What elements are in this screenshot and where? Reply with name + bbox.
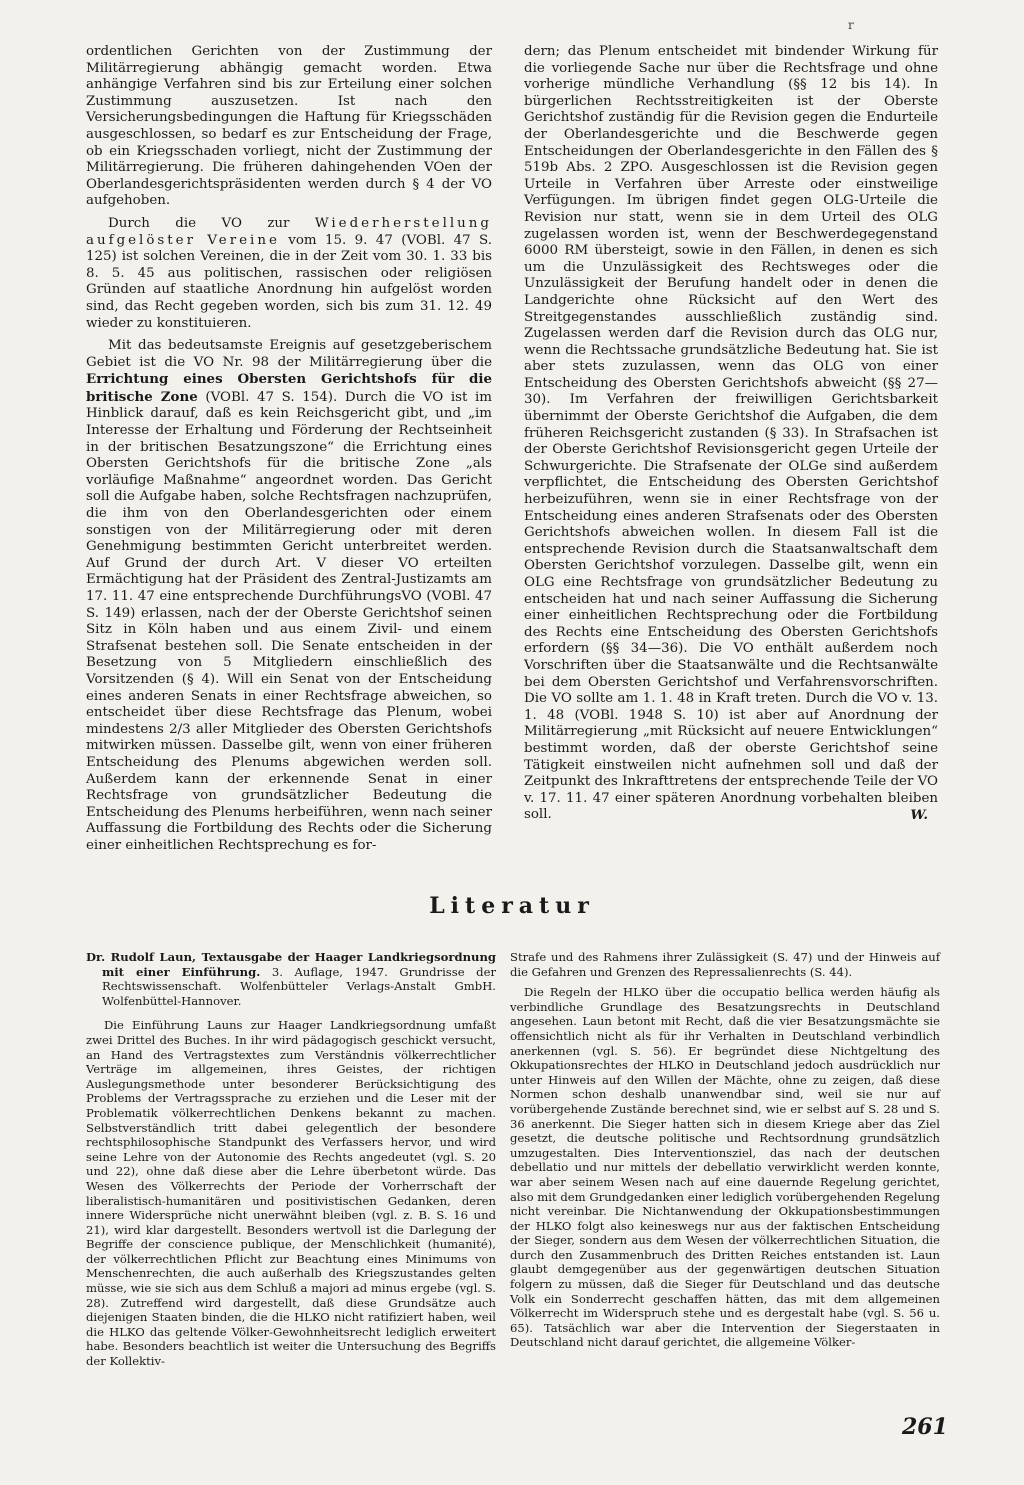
paragraph: Mit das bedeutsamste Ereignis auf gesetzgeberischem Gebiet ist die VO Nr. 98 der Militärregierung über die Errichtung eines Obersten Gerichtshofs für die britische Zone (VOBl. 47 S. 154). Durch die VO ist im Hinblick darauf, daß es kein Reichsgericht gibt, und „im Interesse der Erhaltung und Förderung der Rechtseinheit in der britischen Besatzungszone“ die Errichtung eines Obersten Gerichtshofs für die britische Zone „als vorläufige Maßnahme“ angeordnet worden. Das Gericht soll die Aufgabe haben, solche Rechtsfragen nachzuprüfen, die ihm von den Oberlandesgerichten oder einem sonstigen von der Militärregierung oder mit deren Genehmigung bestimmten Gericht unterbreitet werden. Auf Grund der durch Art. V dieser VO erteilten Ermächtigung hat der Präsident des Zentral-Justizamts am 17. 11. 47 eine entsprechende DurchführungsVO (VOBl. 47 S. 149) erlassen, nach der der Oberste Gerichtshof seinen Sitz in Köln haben und aus einem Zivil- und einem Strafsenat bestehen soll. Die Senate entscheiden in der Besetzung von 5 Mitgliedern einschließlich des Vorsitzenden (§ 4). Will ein Senat von der Entscheidung eines anderen Senats in einer Rechtsfrage abweichen, so entscheidet über diese Rechtsfrage das Plenum, wobei mindestens 2/3 aller Mitglieder des Obersten Gerichtshofs mitwirken müssen. Dasselbe gilt, wenn von einer früheren Entscheidung des Plenums abgewichen werden soll. Außerdem kann der erkennende Senat in einer Rechtsfrage von grundsätzlicher Bedeutung die Entscheidung des Plenums herbeiführen, wenn nach seiner Auffassung die Fortbildung des Rechts oder die Sicherung einer einheitlichen Rechtsprechung es for- (86, 338, 492, 853)
page-number: 261 (902, 1414, 948, 1440)
upper-left-column (86, 44, 492, 861)
paragraph: Die Regeln der HLKO über die occupatio bellica werden häufig als verbindliche Grundlage des Besatzungsrechts in Deutschland angesehen. Laun betont mit Recht, daß die vier Besatzungsmächte sie offensichtlich nicht als für ihr Verhalten in Deutschland verbindlich anerkennen (vgl. S. 56). Er begründet diese Nichtgeltung des Okkupationsrechtes der HLKO in Deutschland jedoch ausdrücklich nur unter Hinweis auf den Willen der Mächte, ohne zu zeigen, daß diese Normen schon deshalb unanwendbar sind, weil sie nur auf vorübergehende Zustände berechnet sind, wie er selbst auf S. 28 und S. 36 anerkennt. Die Sieger hatten sich in diesem Kriege aber das Ziel gesetzt, die deutsche politische und Rechtsordnung grundsätzlich umzugestalten. Dies Interventionsziel, das nach der deutschen debellatio und nur mittels der debellatio verwirklicht werden konnte, war aber seinem Wesen nach auf eine dauernde Regelung gerichtet, also mit dem Grundgedanken einer lediglich vorübergehenden Regelung nicht vereinbar. Die Nichtanwendung der Okkupationsbestimmungen der HLKO folgt also keineswegs nur aus der faktischen Entscheidung der Sieger, sondern aus dem Wesen der völkerrechtlichen Situation, die durch den Zusammenbruch des Dritten Reiches entstanden ist. Laun glaubt demgegenüber aus der gegenwärtigen deutschen Situation folgern zu müssen, daß die Sieger für Deutschland und das deutsche Volk ein Sonderrecht geschaffen hätten, das mit dem allgemeinen Völkerrecht im Widerspruch stehe und es dergestalt habe (vgl. S. 56 u. 65). Tatsächlich war aber die Intervention der Siegerstaaten in Deutschland nicht darauf gerichtet, die allgemeine Völker- (510, 985, 940, 1350)
book-citation (86, 950, 496, 1008)
paragraph: Die Einführung Launs zur Haager Landkriegsordnung umfaßt zwei Drittel des Buches. In ihr wird pädagogisch geschickt versucht, an Hand des Vertragstextes zum Verständnis völkerrechtlicher Verträge im allgemeinen, ihres Geistes, der richtigen Auslegungsmethode unter besonderer Berücksichtigung des Problems der Vertragssprache zu erziehen und die Leser mit der Problematik völkerrechtlichen Denkens bekannt zu machen. Selbstverständlich tritt dabei gelegentlich der besondere rechtsphilosophische Standpunkt des Verfassers hervor, und wird seine Lehre von der Autonomie des Rechts angedeutet (vgl. S. 20 und 22), ohne daß diese aber die Lehre überbetont würde. Das Wesen des Völkerrechts der Periode der Vorherrschaft der liberalistisch-humanitären und positivistischen Gedanken, deren innere Widersprüche nicht unerwähnt bleiben (vgl. z. B. S. 16 und 21), wird klar dargestellt. Besonders wertvoll ist die Darlegung der Begriffe der conscience publique, der Menschlichkeit (humanité), der völkerrechtlichen Pflicht zur Beachtung eines Minimums von Menschenrechten, die auch außerhalb des Kriegszustandes gelten müsse, wie sie sich aus dem Schluß a majori ad minus ergebe (vgl. S. 28). Zutreffend wird dargestellt, daß diese Grundsätze auch diejenigen Staaten binden, die die HLKO nicht ratifiziert haben, weil die HLKO das geltende Völker-Gewohnheitsrecht lediglich erweitert habe. Besonders beachtlich ist weiter die Untersuchung des Begriffs der Kollektiv- (86, 1018, 496, 1369)
lower-right-column (510, 950, 940, 1356)
citation-details: 3. Auflage, 1947. Grundrisse der Rechtswissenschaft. Wolfenbütteler Verlags-Anstalt GmbH. Wolfenbüttel-Hannover. (102, 964, 496, 1008)
emphasis: Wiederherstellung aufgelöster Vereine (86, 215, 492, 248)
paragraph (524, 44, 938, 824)
author-signature: W. (910, 807, 928, 824)
section-heading: Literatur (429, 893, 595, 919)
citation-title: Dr. Rudolf Laun, Textausgabe der Haager Landkriegsordnung mit einer Einführung. (86, 950, 496, 979)
stray-mark: r (848, 18, 854, 32)
paragraph: Strafe und des Rahmens ihrer Zulässigkeit (S. 47) und der Hinweis auf die Gefahren und Grenzen des Repressalienrechts (S. 44). (510, 950, 940, 979)
paragraph: ordentlichen Gerichten von der Zustimmung der Militärregierung abhängig gemacht worden. Etwa anhängige Verfahren sind bis zur Erteilung einer solchen Zustimmung auszusetzen. Ist nach den Versicherungsbedingungen die Haftung für Kriegsschäden ausgeschlossen, so bedarf es zur Entscheidung der Frage, ob ein Kriegsschaden vorliegt, nicht der Zustimmung der Militärregierung. Die früheren dahingehenden VOen der Oberlandesgerichtspräsidenten werden durch § 4 der VO aufgehoben. (86, 44, 492, 209)
lower-left-column (86, 950, 496, 1375)
upper-right-column (524, 44, 938, 830)
paragraph: Durch die VO zur Wiederherstellung aufgelöster Vereine vom 15. 9. 47 (VOBl. 47 S. 125) ist solchen Vereinen, die in der Zeit vom 30. 1. 33 bis 8. 5. 45 aus politischen, rassischen oder religiösen Gründen auf staatliche Anordnung hin aufgelöst worden sind, das Recht gegeben worden, sich bis zum 31. 12. 49 wieder zu konstituieren. (86, 215, 492, 331)
paragraph-text: dern; das Plenum entscheidet mit bindender Wirkung für die vorliegende Sache nur über die Rechtsfrage und ohne vorherige mündliche Verhandlung (§§ 12 bis 14). In bürgerlichen Rechtsstreitigkeiten ist der Oberste Gerichtshof zuständig für die Revision gegen die Endurteile der Oberlandesgerichte und die Beschwerde gegen Entscheidungen der Oberlandesgerichte in den Fällen des § 519b Abs. 2 ZPO. Ausgeschlossen ist die Revision gegen Urteile in Verfahren über Arreste oder einstweilige Verfügungen. Im übrigen findet gegen OLG-Urteile die Revision nur statt, wenn sie in dem Urteil des OLG zugelassen worden ist, wenn der Beschwerdegegenstand 6000 RM übersteigt, sowie in den Fällen, in denen es sich um die Unzulässigkeit des Rechtsweges oder die Unzulässigkeit der Berufung handelt oder in denen die Landgerichte ohne Rücksicht auf den Wert des Streitgegenstandes ausschließlich zuständig sind. Zugelassen werden darf die Revision durch das OLG nur, wenn die Rechtssache grundsätzliche Bedeutung hat. Sie ist aber stets zuzulassen, wenn das OLG von einer Entscheidung des Obersten Gerichtshofs abweicht (§§ 27—30). Im Verfahren der freiwilligen Gerichtsbarkeit übernimmt der Oberste Gerichtshof die Aufgaben, die dem früheren Reichsgericht zustanden (§ 33). In Strafsachen ist der Oberste Gerichtshof Revisionsgericht gegen Urteile der Schwurgerichte. Die Strafsenate der OLGe sind außerdem verpflichtet, die Entscheidung des Obersten Gerichtshof herbeizuführen, wenn sie in einer Rechtsfrage von der Entscheidung eines anderen Strafsenats oder des Obersten Gerichtshofs abweichen wollen. In diesem Fall ist die entsprechende Revision durch die Staatsanwaltschaft dem Obersten Gerichtshof vorzulegen. Dasselbe gilt, wenn ein OLG eine Rechtsfrage von grundsätzlicher Bedeutung zu entscheiden hat und nach seiner Auffassung die Sicherung einer einheitlichen Rechtsprechung oder die Fortbildung des Rechts eine Entscheidung des Obersten Gerichtshofs erfordern (§§ 34—36). Die VO enthält außerdem noch Vorschriften über die Staatsanwälte und die Rechtsanwälte bei dem Obersten Gerichtshof und Verfahrensvorschriften. Die VO sollte am 1. 1. 48 in Kraft treten. Durch die VO v. 13. 1. 48 (VOBl. 1948 S. 10) ist aber auf Anordnung der Militärregierung „mit Rücksicht auf neuere Entwicklungen“ bestimmt worden, daß der oberste Gerichtshof seine Tätigkeit einstweilen nicht aufnehmen soll und daß der Zeitpunkt des Inkrafttretens der entsprechende Teile der VO v. 17. 11. 47 einer späteren Anordnung vorbehalten bleiben soll. (524, 44, 939, 823)
emphasis: Errichtung eines Obersten Gerichtshofs für die britische Zone (86, 371, 492, 405)
